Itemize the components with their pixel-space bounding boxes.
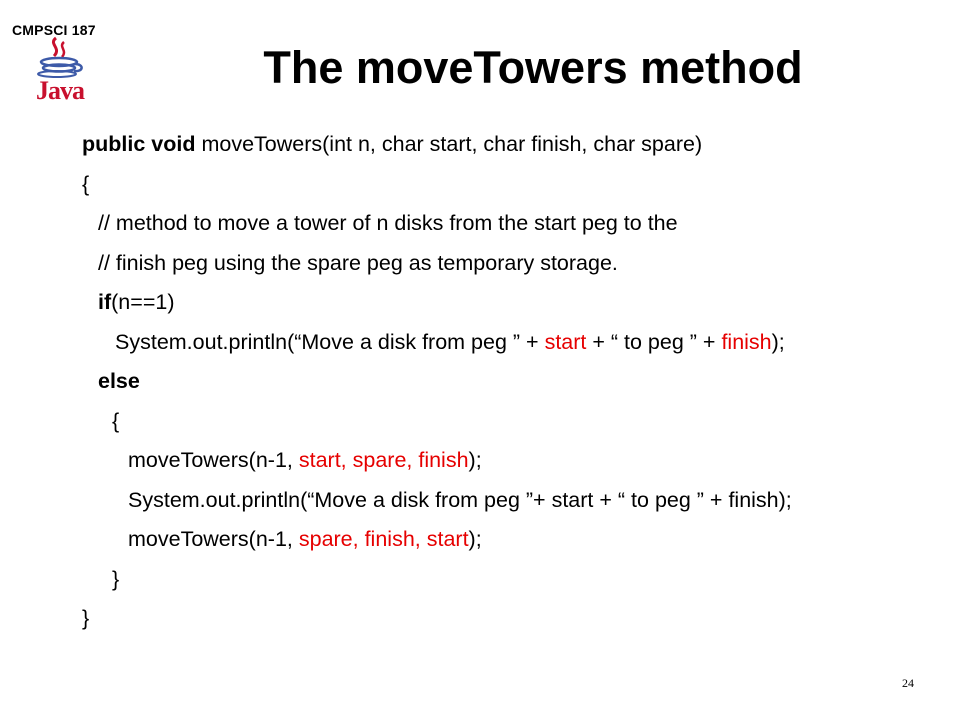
course-label: CMPSCI 187 xyxy=(12,22,96,38)
code-text: moveTowers(n-1, xyxy=(128,448,299,472)
code-highlight: start, spare, finish xyxy=(298,448,469,472)
code-highlight: spare, finish, start xyxy=(298,527,469,551)
code-keyword: if xyxy=(98,290,112,314)
code-text: moveTowers(int n, char start, char finish, char spare) xyxy=(195,132,703,156)
code-line-println-2: System.out.println(“Move a disk from peg ”+ start + “ to peg ” + finish); xyxy=(128,488,792,512)
code-text: ); xyxy=(771,330,785,354)
java-logo-text: Java xyxy=(36,76,84,105)
code-line-recursive-1 xyxy=(128,440,482,480)
code-text: ); xyxy=(468,448,482,472)
slide-title: The moveTowers method xyxy=(263,42,803,93)
code-text: System.out.println(“Move a disk from peg ” + xyxy=(115,330,545,354)
code-keyword: public void xyxy=(82,132,196,156)
code-highlight: finish xyxy=(721,330,772,354)
code-line-recursive-2 xyxy=(128,519,482,559)
code-comment-2: // finish peg using the spare peg as temporary storage. xyxy=(98,251,618,275)
code-text: + “ to peg ” + xyxy=(586,330,722,354)
code-comment-1: // method to move a tower of n disks from the start peg to the xyxy=(98,211,678,235)
code-line-close-brace: } xyxy=(82,606,90,630)
code-line-open-brace: { xyxy=(82,172,90,196)
page-number: 24 xyxy=(902,676,914,690)
code-line-else-close-brace: } xyxy=(112,567,120,591)
code-line-else: else xyxy=(98,369,140,393)
code-highlight: start xyxy=(544,330,587,354)
code-line-else-open-brace: { xyxy=(112,409,120,433)
code-line-if xyxy=(98,282,175,322)
code-text: (n==1) xyxy=(111,290,175,314)
code-line-println-1 xyxy=(115,322,785,362)
code-text: ); xyxy=(468,527,482,551)
code-text: moveTowers(n-1, xyxy=(128,527,299,551)
code-line-signature xyxy=(82,124,702,164)
